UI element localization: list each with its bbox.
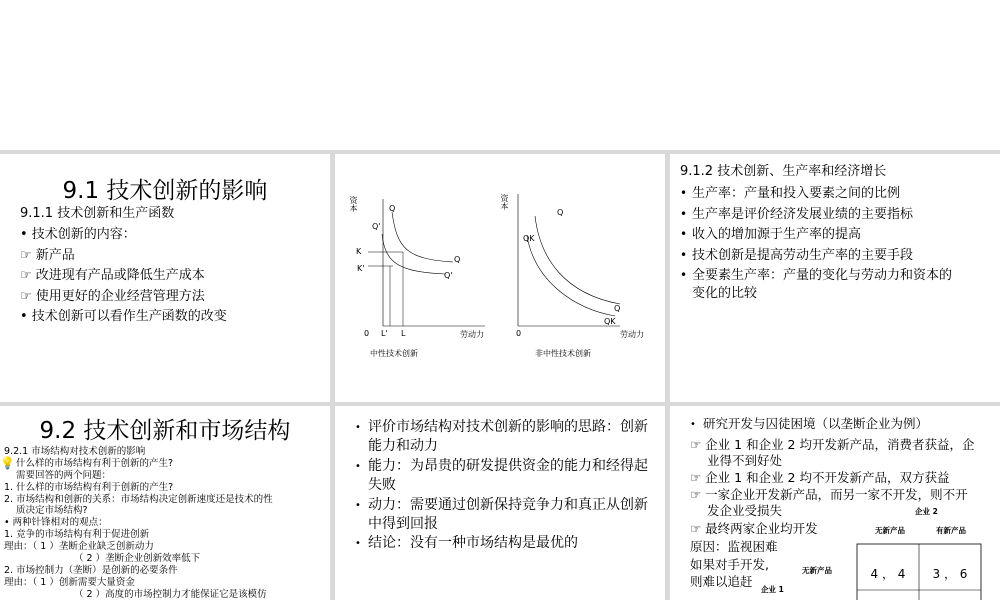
curve-label: Q bbox=[389, 204, 396, 213]
text-line: 原因：监视困难 bbox=[690, 539, 778, 554]
bullet-item: • 收入的增加源于生产率的提高 bbox=[680, 224, 861, 245]
sub-item: ☞ 改进现有产品或降低生产成本 bbox=[20, 268, 205, 283]
bullet-item: 能力：为昂贵的研发提供资金的能力和经得起失败 bbox=[368, 458, 648, 493]
section-heading: 9.1.2 技术创新、生产率和经济增长 bbox=[680, 164, 887, 179]
text-line: 2. 市场控制力（垄断）是创新的必要条件 bbox=[4, 565, 178, 576]
bullet-item: 评价市场结构对技术创新的影响的思路：创新能力和动力 bbox=[368, 419, 648, 454]
matrix-col-header: 有新产品 bbox=[936, 526, 966, 535]
bullet-item: 动力：需要通过创新保持竞争力和真正从创新中得到回报 bbox=[368, 497, 648, 532]
bullet-item: • 技术创新是提高劳动生产率的主要手段 bbox=[680, 245, 913, 266]
curve-label: Q' bbox=[372, 222, 381, 231]
sub-item: ☞ 新产品 bbox=[20, 248, 75, 263]
text-line: 如果对手开发, bbox=[690, 557, 769, 572]
text-line: ☞ 最终两家企业均开发 bbox=[690, 521, 818, 536]
axis-tick-label: L bbox=[401, 329, 406, 338]
payoff-cell: 4 ， 4 bbox=[870, 567, 906, 581]
top-blank-area bbox=[0, 0, 1000, 150]
bullet-dot: • bbox=[355, 500, 361, 511]
bullet-item: • 技术创新的内容： bbox=[20, 227, 136, 242]
origin-label: 0 bbox=[516, 329, 522, 338]
payoff-cell: 3 ， 6 bbox=[932, 567, 968, 581]
text-line: • 两种针锋相对的观点： bbox=[4, 517, 108, 528]
isoquant-diagrams-svg bbox=[335, 154, 665, 402]
slide-technology-innovation-impact[interactable] bbox=[0, 154, 330, 402]
slide-productivity-growth[interactable] bbox=[670, 154, 1000, 402]
text-line: （ 2 ）高度的市场控制力才能保证它是该模仿 bbox=[74, 589, 267, 600]
isoquant-q-curve bbox=[392, 212, 453, 262]
text-line: 则难以追赶 bbox=[690, 574, 753, 589]
question-line: 什么样的市场结构有利于创新的产生? bbox=[16, 458, 174, 469]
bullet-dot: • bbox=[355, 461, 361, 472]
text-line: ☞ 一家企业开发新产品，而另一家不开发，则不开 bbox=[690, 487, 968, 502]
text-line: ☞ 企业 1 和企业 2 均不开发新产品，双方获益 bbox=[690, 470, 950, 485]
text-line: 1. 竞争的市场结构有利于促进创新 bbox=[4, 529, 150, 540]
slide-prisoners-dilemma[interactable] bbox=[670, 406, 1000, 600]
chart-caption: 非中性技术创新 bbox=[535, 349, 591, 358]
curve-label: Q bbox=[454, 255, 461, 264]
matrix-col-player: 企业 2 bbox=[915, 507, 938, 516]
text-line: 1. 什么样的市场结构有利于创新的产生? bbox=[4, 482, 174, 493]
axis-tick-label: L' bbox=[381, 329, 388, 338]
slide-title: 9.1 技术创新的影响 bbox=[62, 178, 268, 204]
slide-isoquant-diagrams[interactable] bbox=[335, 154, 665, 402]
bullet-item: 结论：没有一种市场结构是最优的 bbox=[368, 535, 578, 551]
text-line: 2. 市场结构和创新的关系：市场结构决定创新速度还是技术的性 bbox=[4, 494, 273, 505]
matrix-row-header: 无新产品 bbox=[802, 566, 832, 575]
bullet-item: • 技术创新可以看作生产函数的改变 bbox=[20, 309, 227, 324]
text-line: 发企业受损失 bbox=[707, 503, 783, 518]
text-line: 质决定市场结构? bbox=[16, 505, 88, 516]
y-axis-label: 资本 bbox=[349, 196, 358, 212]
x-axis-label: 劳动力 bbox=[460, 330, 484, 339]
curve-label: QK bbox=[523, 234, 535, 243]
lightbulb-icon: 💡 bbox=[0, 456, 15, 470]
matrix-col-header: 无新产品 bbox=[875, 526, 905, 535]
curve-label: QK bbox=[604, 317, 616, 326]
bullet-item: • 生产率：产量和投入要素之间的比例 bbox=[680, 183, 900, 204]
text-line: 理由：（ 1 ）创新需要大量资金 bbox=[4, 577, 135, 588]
section-heading: 研究开发与囚徒困境（以垄断企业为例） bbox=[703, 416, 929, 431]
isoquant-qk-curve-right bbox=[527, 236, 615, 316]
bullet-dot: • bbox=[690, 419, 696, 430]
slide-title: 9.2 技术创新和市场结构 bbox=[39, 418, 291, 444]
text-line: 理由：（ 1 ）垄断企业缺乏创新动力 bbox=[4, 541, 154, 552]
text-line: 业得不到好处 bbox=[707, 453, 783, 468]
curve-label: Q bbox=[614, 304, 621, 313]
curve-label: Q bbox=[557, 208, 564, 217]
axis-tick-label: K bbox=[356, 247, 362, 256]
curve-label: Q' bbox=[444, 271, 453, 280]
y-axis-label: 资本 bbox=[500, 194, 509, 210]
slide-innovation-market-structure[interactable] bbox=[0, 406, 330, 600]
sub-item: ☞ 使用更好的企业经营管理方法 bbox=[20, 289, 205, 304]
bullet-dot: • bbox=[355, 422, 361, 433]
text-line: ☞ 企业 1 和企业 2 均开发新产品，消费者获益，企 bbox=[690, 437, 975, 452]
slide-evaluation-approach[interactable] bbox=[335, 406, 665, 600]
bullet-dot: • bbox=[355, 538, 361, 549]
axis-tick-label: K' bbox=[357, 264, 365, 273]
matrix-row-player: 企业 1 bbox=[761, 585, 784, 594]
origin-label: 0 bbox=[364, 329, 370, 338]
isoquant-q-curve-right bbox=[535, 216, 620, 304]
bullet-item: • 生产率是评价经济发展业绩的主要指标 bbox=[680, 204, 913, 225]
section-heading: 9.2.1 市场结构对技术创新的影响 bbox=[4, 446, 146, 457]
bullet-item: • 全要素生产率：产量的变化与劳动力和资本的 bbox=[680, 265, 952, 286]
bullet-continuation: 变化的比较 bbox=[692, 286, 758, 301]
x-axis-label: 劳动力 bbox=[620, 330, 644, 339]
section-heading: 9.1.1 技术创新和生产函数 bbox=[20, 206, 175, 221]
text-line: （ 2 ）垄断企业创新效率低下 bbox=[74, 553, 201, 564]
chart-caption: 中性技术创新 bbox=[370, 349, 418, 358]
text-line: 需要回答的两个问题： bbox=[16, 470, 112, 481]
